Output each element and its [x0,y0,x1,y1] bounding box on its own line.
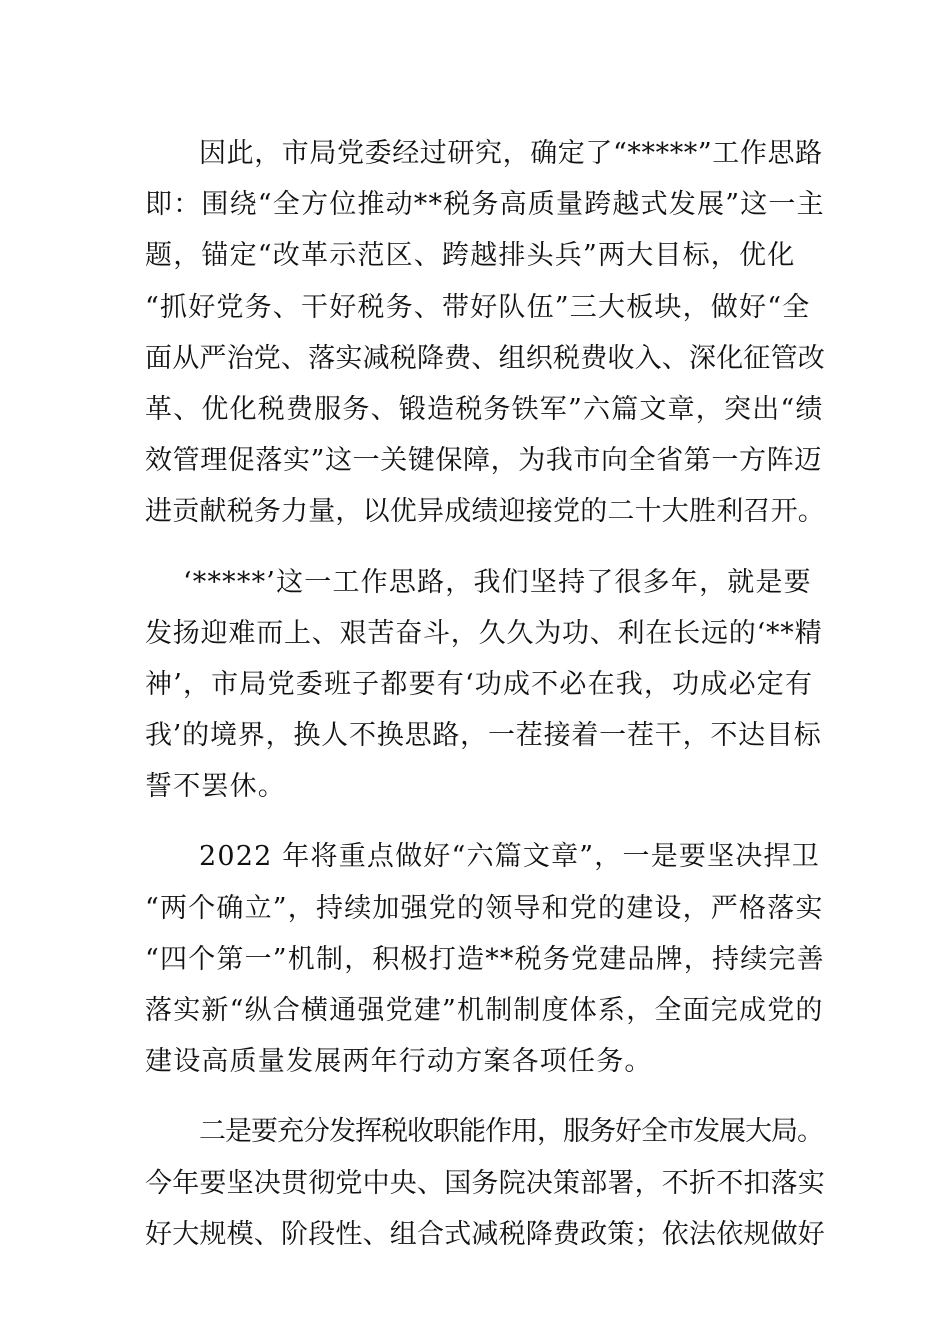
text-line: 面从严治党、落实减税降费、组织税费收入、深化征管改 [145,342,825,374]
paragraph-tax-function [145,1106,825,1260]
text-line: 效管理促落实”这一关键保障，为我市向全省第一方阵迈 [145,445,822,477]
text-line: 誓不罢休。 [145,771,286,803]
text-line: “两个确立”，持续加强党的领导和党的建设，严格落实 [145,892,824,924]
text-line: 革、优化税费服务、锻造税务铁军”六篇文章，突出“绩 [145,393,824,425]
paragraph-persistence [145,557,825,813]
paragraph-work-approach [145,128,825,538]
text-line: 二是要充分发挥税收职能作用，服务好全市发展大局。 [199,1116,823,1148]
paragraph-2022-focus [145,831,825,1087]
text-line: 发扬迎难而上、艰苦奋斗，久久为功、利在长远的‘**精 [145,617,823,649]
text-line: 我’的境界，换人不换思路，一茬接着一茬干，不达目标 [145,720,822,752]
text-line: 题，锚定“改革示范区、跨越排头兵”两大目标，优化 [145,240,796,272]
text-line: 因此，市局党委经过研究，确定了“*****”工作思路 [199,138,823,169]
text-line: ‘*****’这一工作思路，我们坚持了很多年，就是要 [183,566,812,598]
text-line: 即：围绕“全方位推动**税务高质量跨越式发展”这一主 [145,189,825,221]
text-line: “抓好党务、干好税务、带好队伍”三大板块，做好“全 [145,291,811,323]
text-line: 进贡献税务力量，以优异成绩迎接党的二十大胜利召开。 [145,496,825,528]
text-line: 落实新“纵合横通强党建”机制制度体系，全面完成党的 [145,995,824,1026]
text-line: 2022 年将重点做好“六篇文章”，一是要坚决捍卫 [199,841,820,873]
text-line: 神’，市局党委班子都要有‘功成不必在我，功成必定有 [145,668,814,700]
text-line: 好大规模、阶段性、组合式减税降费政策；依法依规做好 [145,1218,825,1250]
text-line: 今年要坚决贯彻党中央、国务院决策部署，不折不扣落实 [145,1167,825,1199]
document-body [145,128,825,1260]
text-line: “四个第一”机制，积极打造**税务党建品牌，持续完善 [145,943,825,975]
text-line: 建设高质量发展两年行动方案各项任务。 [145,1046,653,1078]
